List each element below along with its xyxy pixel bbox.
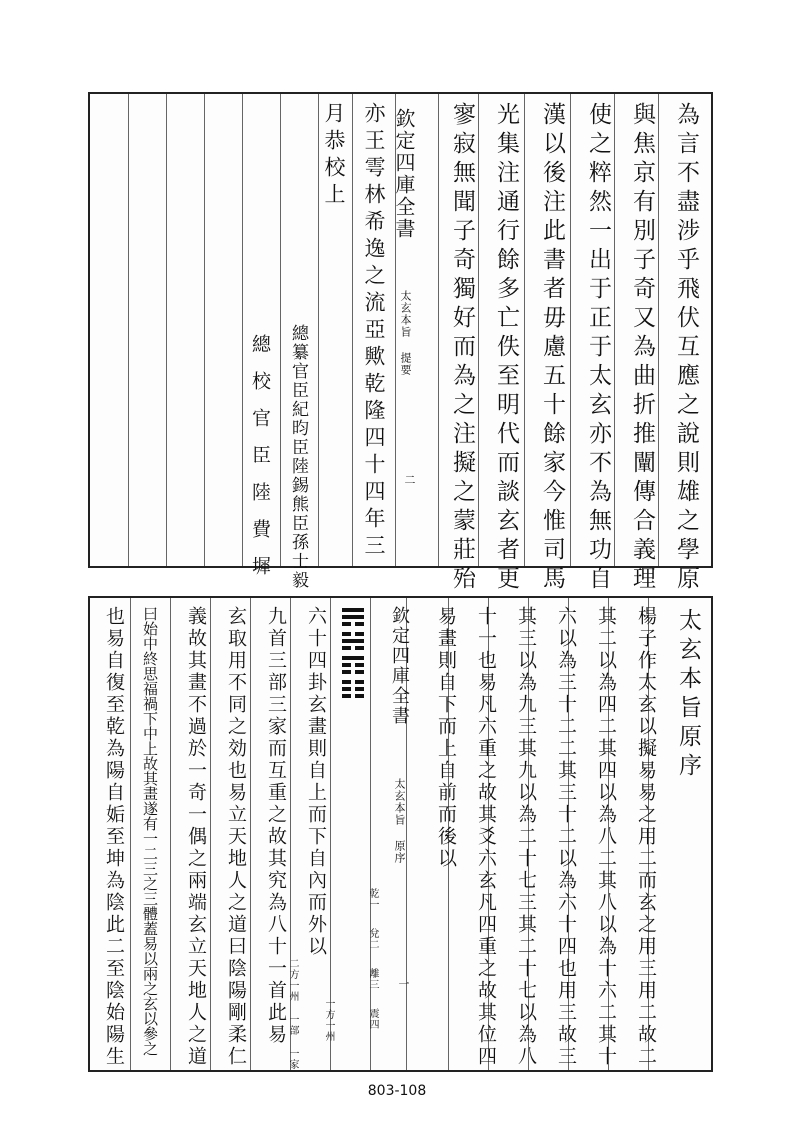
top-text-col-1: 為言不盡涉乎飛伏互應之說則雄之學原 bbox=[673, 102, 699, 595]
top-band-num: 二 bbox=[403, 474, 416, 486]
bottom-text-col-3: 六以為三十二二其三十二以為六十四也用三故三 bbox=[555, 606, 577, 1068]
top-text-col-4: 漢以後注此書者毋慮五十餘家今惟司馬 bbox=[539, 102, 565, 595]
trigram-column bbox=[342, 608, 364, 698]
bottom-text-col-2: 其二以為四二其四以為八二其八以為十六二其十 bbox=[595, 606, 617, 1068]
fangzhou-label-2: 二方一州 一部 一家 bbox=[287, 958, 298, 1070]
trigram-kun bbox=[342, 680, 364, 698]
trigram-label-4: 震四 bbox=[367, 1008, 378, 1030]
trigram-gen bbox=[342, 656, 364, 674]
top-credit-1: 總纂官臣紀昀臣陸錫熊臣孫士毅 bbox=[288, 324, 308, 590]
bottom-text-col-4: 其三以為九三其九以為二十七三其二十七以為八 bbox=[515, 606, 537, 1068]
top-text-col-7b: 亦王雩林希逸之流亞歟乾隆四十四年三 bbox=[362, 102, 386, 561]
trigram-kan bbox=[342, 632, 364, 650]
top-text-col-6: 寥寂無聞子奇獨好而為之注擬之蒙莊殆 bbox=[449, 102, 475, 595]
top-band-title: 欽定四庫全書 bbox=[392, 108, 416, 240]
top-text-col-8: 月恭校上 bbox=[322, 102, 346, 210]
bottom-text-col-9: 玄取用不同之効也易立天地人之道曰陰陽剛柔仁 bbox=[225, 606, 247, 1068]
trigram-label-2: 兌二 bbox=[367, 928, 378, 950]
top-text-col-3: 使之粹然一出于正于太玄亦不為無功自 bbox=[585, 102, 611, 595]
top-text-col-5: 光集注通行餘多亡佚至明代而談玄者更 bbox=[493, 102, 519, 595]
bottom-band-sub: 太玄本旨 原序 bbox=[393, 778, 406, 864]
bottom-heading: 太玄本旨原序 bbox=[675, 608, 701, 782]
fangzhou-label-1: 一方一州 bbox=[323, 998, 334, 1042]
bottom-text-col-7: 六十四卦玄畫則自上而下自內而外以 bbox=[305, 606, 327, 958]
top-page-panel bbox=[88, 92, 713, 595]
bottom-text-col-12: 也易自復至乾為陽自姤至坤為陰此二至陰始陽生 bbox=[103, 606, 125, 1068]
bottom-text-col-11: 曰始中終思福禍下中上故其畫遂有一二三之三體蓋易以兩之玄以參之 bbox=[141, 606, 159, 1056]
bottom-text-col-8: 九首三部三家而互重之故其究為八十一首此易 bbox=[265, 606, 287, 1046]
top-band-sub: 太玄本旨 提要 bbox=[399, 290, 412, 376]
bottom-text-col-5: 十一也易凡六重之故其爻六玄凡四重之故其位四 bbox=[475, 606, 497, 1068]
bottom-band-title: 欽定四庫全書 bbox=[389, 606, 410, 726]
trigram-label-1: 乾一 bbox=[367, 888, 378, 910]
bottom-band-num: 一 bbox=[397, 978, 410, 990]
page-number: 803-108 bbox=[367, 1083, 427, 1099]
trigram-label-3: 離三 bbox=[367, 968, 378, 990]
bottom-text-col-1: 楊子作太玄以擬易易之用二而玄之用三用二故二 bbox=[635, 606, 657, 1068]
top-text-col-2: 與焦京有別子奇又為曲折推闡傳合義理 bbox=[629, 102, 655, 595]
top-credit-2: 總校官臣陸費墀 bbox=[249, 334, 271, 593]
bottom-text-col-6: 易畫則自下而上自前而後以 bbox=[435, 606, 457, 870]
trigram-xun bbox=[342, 608, 364, 626]
bottom-page-panel bbox=[88, 596, 713, 1072]
bottom-text-col-10: 義故其畫不過於一奇一偶之兩端玄立天地人之道 bbox=[185, 606, 207, 1068]
